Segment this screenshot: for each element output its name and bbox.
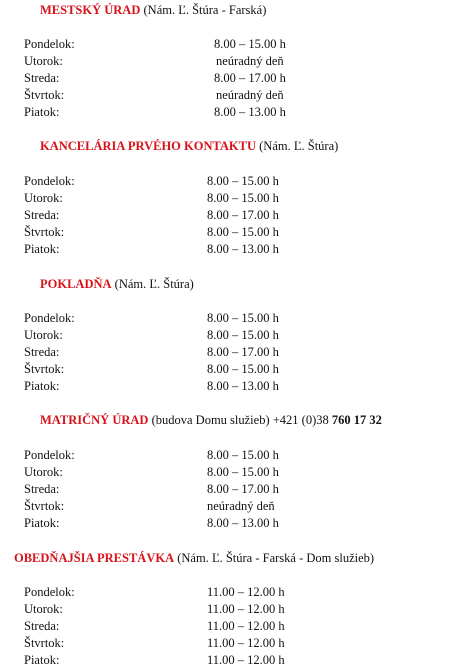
hours-value: 8.00 – 17.00 h [214, 71, 286, 85]
day-label: Štvrtok: [24, 88, 65, 102]
day-label: Utorok: [24, 328, 63, 342]
section-title: OBEDŇAJŠIA PRESTÁVKA [14, 551, 175, 565]
hours-value: 8.00 – 15.00 h [207, 328, 279, 342]
day-label: Štvrtok: [24, 362, 65, 376]
hours-row [24, 515, 464, 532]
section-location: (Nám. Ľ. Štúra - Farská - Dom služieb) [177, 551, 375, 565]
hours-value: 8.00 – 17.00 h [207, 345, 279, 359]
hours-value: 8.00 – 15.00 h [207, 448, 279, 462]
day-label: Pondelok: [24, 311, 75, 325]
hours-row [24, 481, 464, 498]
hours-list [24, 173, 464, 258]
hours-row [24, 584, 464, 601]
hours-value: 8.00 – 15.00 h [207, 465, 279, 479]
section-location: (Nám. Ľ. Štúra) [114, 277, 194, 291]
section-title: KANCELÁRIA PRVÉHO KONTAKTU [40, 139, 257, 153]
hours-value: 8.00 – 17.00 h [207, 208, 279, 222]
hours-list [24, 310, 464, 395]
hours-value: 8.00 – 13.00 h [214, 105, 286, 119]
hours-list [24, 36, 464, 121]
day-label: Streda: [24, 345, 60, 359]
hours-value: 11.00 – 12.00 h [207, 585, 285, 599]
hours-value: 11.00 – 12.00 h [207, 602, 285, 616]
hours-value: neúradný deň [207, 499, 275, 513]
day-label: Streda: [24, 208, 60, 222]
day-label: Utorok: [24, 54, 63, 68]
section-title: MATRIČNÝ ÚRAD [40, 413, 149, 427]
hours-row [24, 652, 464, 669]
hours-row [24, 190, 464, 207]
hours-row [24, 447, 464, 464]
day-label: Pondelok: [24, 448, 75, 462]
phone-number: 760 17 32 [331, 413, 382, 427]
hours-value: 8.00 – 15.00 h [207, 225, 279, 239]
hours-value: 8.00 – 15.00 h [207, 362, 279, 376]
hours-value: 8.00 – 15.00 h [214, 37, 286, 51]
hours-list [24, 584, 464, 669]
section-heading [14, 550, 374, 566]
section-heading [40, 2, 266, 18]
hours-value: 8.00 – 13.00 h [207, 379, 279, 393]
section-title: MESTSKÝ ÚRAD [40, 3, 141, 17]
hours-value: neúradný deň [216, 54, 284, 68]
day-label: Pondelok: [24, 174, 75, 188]
hours-row [24, 70, 464, 87]
hours-value: 8.00 – 13.00 h [207, 516, 279, 530]
hours-row [24, 635, 464, 652]
hours-row [24, 224, 464, 241]
hours-list [24, 447, 464, 532]
day-label: Utorok: [24, 465, 63, 479]
day-label: Utorok: [24, 191, 63, 205]
hours-value: 8.00 – 15.00 h [207, 174, 279, 188]
hours-value: neúradný deň [216, 88, 284, 102]
hours-value: 8.00 – 13.00 h [207, 242, 279, 256]
hours-row [24, 361, 464, 378]
section-heading [40, 276, 194, 292]
hours-value: 11.00 – 12.00 h [207, 653, 285, 667]
day-label: Štvrtok: [24, 636, 65, 650]
hours-row [24, 344, 464, 361]
section-location: (Nám. Ľ. Štúra - Farská) [143, 3, 267, 17]
hours-value: 8.00 – 17.00 h [207, 482, 279, 496]
hours-row [24, 464, 464, 481]
section-location: (budova Domu služieb) +421 (0)38 [151, 413, 329, 427]
hours-row [24, 618, 464, 635]
hours-row [24, 601, 464, 618]
day-label: Piatok: [24, 242, 60, 256]
hours-row [24, 36, 464, 53]
hours-value: 8.00 – 15.00 h [207, 311, 279, 325]
day-label: Pondelok: [24, 585, 75, 599]
hours-row [24, 207, 464, 224]
day-label: Štvrtok: [24, 499, 65, 513]
hours-row [24, 378, 464, 395]
hours-row [24, 173, 464, 190]
day-label: Piatok: [24, 379, 60, 393]
section-heading [40, 412, 382, 428]
day-label: Piatok: [24, 653, 60, 667]
day-label: Štvrtok: [24, 225, 65, 239]
day-label: Streda: [24, 482, 60, 496]
section-location: (Nám. Ľ. Štúra) [259, 139, 339, 153]
hours-row [24, 87, 464, 104]
hours-row [24, 241, 464, 258]
day-label: Streda: [24, 619, 60, 633]
day-label: Piatok: [24, 516, 60, 530]
day-label: Pondelok: [24, 37, 75, 51]
section-heading [40, 138, 338, 154]
hours-value: 11.00 – 12.00 h [207, 636, 285, 650]
hours-row [24, 498, 464, 515]
day-label: Utorok: [24, 602, 63, 616]
hours-row [24, 327, 464, 344]
hours-row [24, 310, 464, 327]
hours-row [24, 53, 464, 70]
hours-value: 11.00 – 12.00 h [207, 619, 285, 633]
hours-value: 8.00 – 15.00 h [207, 191, 279, 205]
section-title: POKLADŇA [40, 277, 112, 291]
hours-row [24, 104, 464, 121]
day-label: Streda: [24, 71, 60, 85]
day-label: Piatok: [24, 105, 60, 119]
